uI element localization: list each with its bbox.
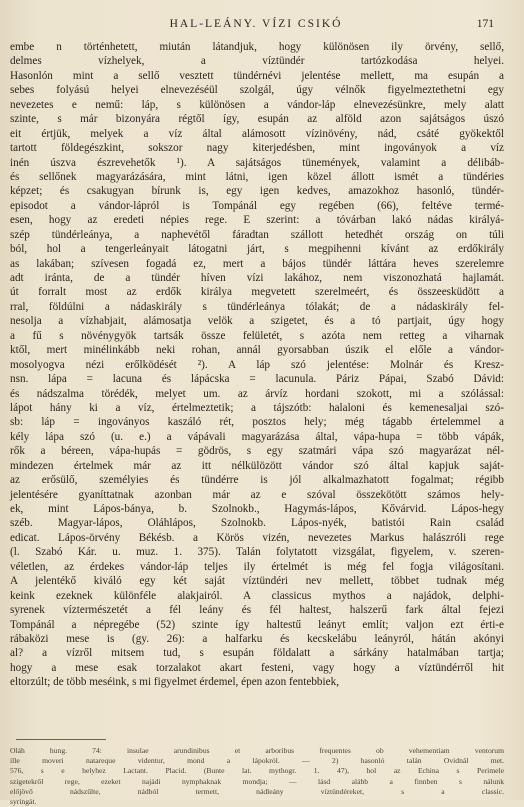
text-line: mosolyogva nézi erőlködését ²). A láp szó jelentése: Molnár és Kresz-	[10, 358, 504, 371]
footnote-line: syringát.	[10, 797, 37, 807]
text-line: episodot a vándor-lápról is Tompánál egy regében (66), feltéve termé-	[10, 199, 504, 212]
text-line: jelentésére gyaníttatnak azonban már az e szóval összekötött számos hely-	[10, 488, 504, 501]
text-line: syrenek víztermészetét a fél leány és fél haltest, halszerű fark által fejezi	[10, 604, 504, 617]
text-line: út forralt most az erdők királya megvetett szerelmeért, és összeesküdött a	[10, 286, 504, 299]
text-line: és nádszalma törédék, melyet um. az árvíz hordani szokott, mi a szólással:	[10, 387, 504, 400]
text-line: Hasonlón mint a sellő vesztett tündérnévi jelentése mellett, ma esupán a	[10, 69, 504, 82]
text-line: mindezen értelmek már az itt nélkülözött vándor szó által kapjuk saját-	[10, 459, 504, 472]
text-line: nesolja a vízhabjait, alámosatja velök a szigetet, és a tó partjait, úgy hogy	[10, 315, 504, 328]
text-line: eltorzúlt; de több meséink, s mi figyelmet érdemel, épen azon fentebbiek,	[10, 676, 339, 689]
page-header	[18, 18, 494, 34]
text-line: kély lápa szó (u. e.) a vápávali magyarázása által, vápa-hupa = több vápák,	[10, 430, 504, 443]
text-line: keink ezeknek különféle alakjairól. A classicus mythos a najádok, delphi-	[10, 589, 504, 602]
text-line: A jelentékő kiváló egy két saját víztündéri nev mellett, többet tudnak még	[10, 575, 504, 588]
running-head: HAL-LEÁNY. VÍZI CSIKÓ	[169, 18, 343, 30]
text-line: rral, földúlni a nádaskirály s tündérleánya tólakát; de a nádaskirály fel-	[10, 300, 504, 313]
text-line: edicat. Lápos-örvény Békésb. a Körös vizén, nevezetes Markus halászróli rege	[10, 531, 504, 544]
text-line: ból, hol a tengerleányait látogatni járt, s megpihenni kívánt az erdőkirály	[10, 243, 504, 256]
text-line: véletlen, az érdekes vándor-láp teljes ily értelmét is még fel fogja világosítani.	[10, 560, 504, 573]
text-line: a fű s növénygyök tartsák össze felületét, s azóta nem retteg a viharnak	[10, 329, 504, 342]
footnote-line: Oláh hung. 74: insulae arundinibus et arboribus frequentes ob vehementiam ventorum	[10, 746, 504, 755]
text-line: as lakában; szívesen fogadá ez, mert a bájos tündér láttára heves szerelemre	[10, 257, 504, 270]
footnotes	[10, 746, 504, 807]
text-line: sb: láp = ingoványos kaszáló rét, posztos hely; még tágabb értelemmel a	[10, 416, 504, 429]
text-line: adt iránta, de a tündér híven vízi lakához, nem viszonozhatá hajlamát.	[10, 272, 504, 284]
text-line: esen, hogy az eredeti népies rege. E szerint: a tóvárban lakó nádas királyá-	[10, 214, 504, 227]
text-line: al? a vízről mitsem tud, s esupán földalatt a sárkány hatalmában tartja;	[10, 647, 504, 660]
text-line: sebes folyású helyei elnevezéséül szolgál, úgy vélnők figyelmeztethetni egy	[10, 84, 504, 97]
text-line: rábaközi mese is (gy. 26): a halfarku és kecskelábu leányról, hátán akónyi	[10, 632, 504, 645]
text-line: inén úszva észrevehetők ¹). A sajátságos tünemények, valamint a délibáb-	[10, 156, 504, 169]
text-line: és sellőnek magyarázására, mint látni, igen közel állott ismét a tündéries	[10, 170, 504, 183]
text-line: nsn. lápa = lacuna és lápácska = lacunula. Páriz Pápai, Szabó Dávid:	[10, 373, 504, 386]
text-line: eit értjük, melyek a víz által alámosott vízinövény, nád, csáté gyökektől	[10, 127, 504, 140]
text-line: (l. Szabó Kár. u. muz. 1. 375). Talán folytatott vizsgálat, figyelem, v. szeren-	[10, 546, 504, 559]
text-line: ek, mint Lápos-bánya, b. Szolnokb., Hagymás-lápos, Kővárvid. Lápos-hegy	[10, 503, 504, 515]
text-line: képzet; és csakugyan bírunk is, egy igen kedves, amazokhoz hasonló, tündér-	[10, 185, 504, 198]
text-line: rők a béreen, vápa-hupás = gödrös, s egy szatmári vápa szó magyarázat nél-	[10, 445, 504, 458]
footnote-divider	[16, 739, 106, 740]
text-line: tartott földegészkint, sokszor nagy kiterjedésben, mint ingoványok a víz	[10, 142, 504, 155]
text-line: hogy a mese esak torzalakot akart festeni, vagy hogy a víztündérről hit	[10, 661, 504, 674]
footnote-line: ille moveri natareque videntur, mond a lápokról. — 2) hasonló talán Ovidnál met.	[10, 756, 504, 766]
footnote-line: szigetekről rege, ezeket najádi nymphaknak mondja; — lásd alább a finnben s nálunk	[10, 776, 504, 786]
text-line: delmes vízhelyek, a víztündér tartózkodása helyei.	[10, 55, 504, 68]
text-line: lápot hány ki a víz, értelmeztetik; a tájszótb: halaloni és kemenesaljai szó-	[10, 401, 504, 414]
text-line: ktől, mert minélinkább neki rohan, annál gyorsabban úszik el előle a vándor-	[10, 344, 504, 357]
body-text	[10, 40, 504, 690]
footnote-line: előjövő nádszűlte, nádból termett, nádleány víztündéreket, s a classic.	[10, 786, 504, 796]
text-line: embe n történhetett, miután látandjuk, hogy különösen ily örvény, sellő,	[10, 41, 504, 53]
text-line: az erősülő, személyies és tündérre is jól alkalmazhatott fogalmat; régibb	[10, 474, 504, 487]
text-line: Tompánál a népregébe (52) szinte így haltestű leányt említ; valjon ezt érti-e	[10, 618, 504, 631]
text-line: szép tündérleánya, a naphevétől fáradtan szállott hetedhét ország on túli	[10, 228, 504, 241]
page-number: 171	[476, 18, 494, 30]
text-line: nevezetes e nemű: láp, s különösen a vándor-láp elnevezésünkre, mely alatt	[10, 98, 504, 111]
text-line: széb. Magyar-lápos, Oláhlápos, Szolnokb. Lápos-nyék, batistói Rain család	[10, 517, 504, 530]
footnote-line: 576, s e helyhez Lactant. Placid. (Bunte lat. mythogr. 1. 47), hol az Echina s Perimele	[10, 766, 504, 776]
text-line: szinte, s már bizonyára régtől így, esupán az alföld azon sajátságos úszó	[10, 113, 504, 126]
